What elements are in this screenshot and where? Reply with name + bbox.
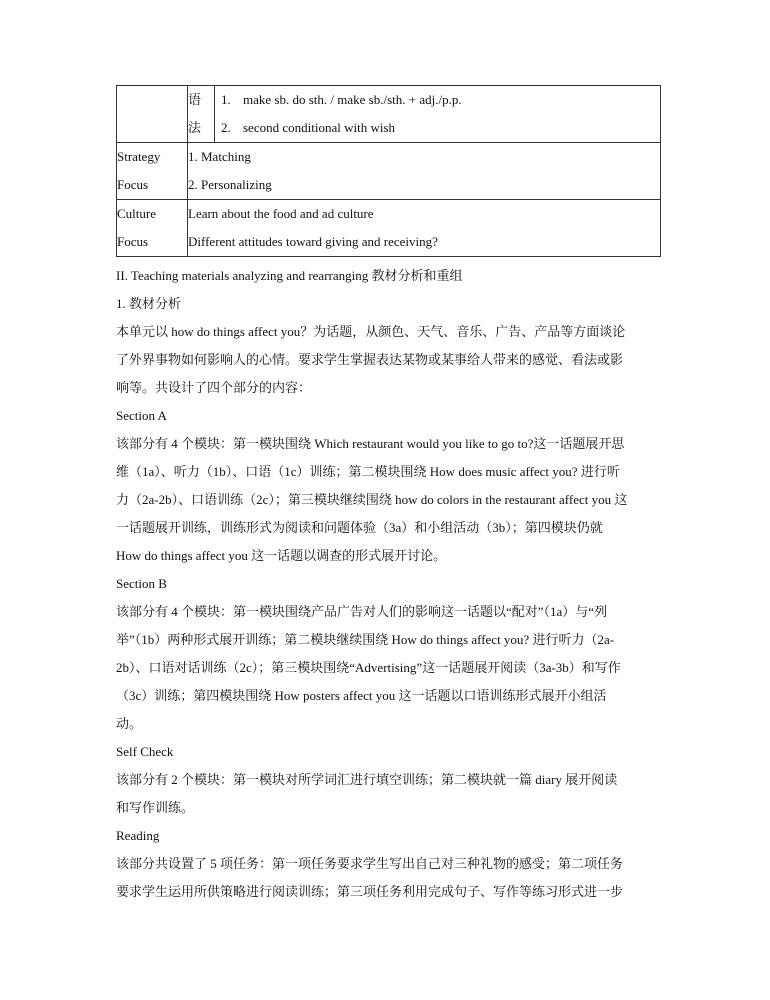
paragraph-line: 该部分有 4 个模块：第一模块围绕产品广告对人们的影响这一话题以“配对”（1a）与“列 (116, 604, 608, 619)
paragraph-line: 维（1a）、听力（1b）、口语（1c）训练；第二模块围绕 How does music affect you? 进行听 (116, 464, 620, 479)
grammar-content-cell (215, 86, 661, 143)
grammar-row (117, 86, 661, 143)
paragraph-line: 和写作训练。 (116, 800, 195, 815)
paragraph-line: 本单元以 how do things affect you？为话题，从颜色、天气、音乐、广告、产品等方面谈论 (116, 324, 626, 339)
strategy-content-cell (188, 143, 661, 200)
strategy-item: 2. Personalizing (188, 177, 272, 192)
self-check-title: Self Check (116, 744, 174, 759)
paragraph-line: 动。 (116, 716, 143, 731)
paragraph-line: 了外界事物如何影响人的心情。要求学生掌握表达某物或某事给人带来的感觉、看法或影 (116, 352, 624, 367)
grammar-label-char: 语 (188, 92, 202, 107)
section-b-title: Section B (116, 576, 167, 591)
paragraph-line: 该部分有 2 个模块：第一模块对所学词汇进行填空训练；第二模块就一篇 diary 展开阅读 (116, 772, 618, 787)
grammar-item-number: 2. (221, 120, 231, 135)
reading-title: Reading (116, 828, 160, 843)
grammar-empty-cell (117, 86, 188, 143)
strategy-label: Focus (117, 177, 149, 192)
grammar-item-number: 1. (221, 92, 231, 107)
sub-heading: 1. 教材分析 (116, 296, 182, 311)
section-a-title: Section A (116, 408, 167, 423)
strategy-row (117, 143, 661, 200)
culture-item: Different attitudes toward giving and receiving? (188, 234, 438, 249)
document-body (116, 262, 661, 906)
paragraph-line: 响等。共设计了四个部分的内容： (116, 380, 312, 395)
paragraph-line: 一话题展开训练，训练形式为阅读和问题体验（3a）和小组活动（3b）；第四模块仍就 (116, 520, 603, 535)
paragraph-line: （3c）训练；第四模块围绕 How posters affect you 这一话题以口语训练形式展开小组活 (116, 688, 607, 703)
grammar-item-text: second conditional with wish (243, 120, 396, 135)
culture-row (117, 200, 661, 257)
culture-label: Culture (117, 206, 156, 221)
strategy-item: 1. Matching (188, 149, 251, 164)
strategy-label-cell (117, 143, 188, 200)
grammar-item (221, 114, 652, 142)
paragraph-line: How do things affect you 这一话题以调查的形式展开讨论。 (116, 548, 447, 563)
paragraph-line: 该部分共设置了 5 项任务：第一项任务要求学生写出自己对三种礼物的感受；第二项任务 (116, 856, 624, 871)
paragraph-line: 要求学生运用所供策略进行阅读训练；第三项任务利用完成句子、写作等练习形式进一步 (116, 884, 624, 899)
paragraph-line: 举”（1b）两种形式展开训练；第二模块继续围绕 How do things affect you? 进行听力（2a- (116, 632, 615, 647)
strategy-label: Strategy (117, 149, 161, 164)
paragraph-line: 该部分有 4 个模块：第一模块围绕 Which restaurant would you like to go to?这一话题展开思 (116, 436, 625, 451)
info-table (116, 85, 661, 257)
paragraph-line: 力（2a-2b）、口语训练（2c）；第三模块继续围绕 how do colors in the restaurant affect you 这 (116, 492, 628, 507)
grammar-label-char: 法 (188, 120, 202, 135)
grammar-item (221, 86, 652, 114)
culture-label-cell (117, 200, 188, 257)
grammar-label-cell (188, 86, 215, 143)
culture-item: Learn about the food and ad culture (188, 206, 374, 221)
culture-label: Focus (117, 234, 149, 249)
grammar-item-text: make sb. do sth. / make sb./sth. + adj./p.p. (243, 92, 462, 107)
paragraph-line: 2b）、口语对话训练（2c）；第三模块围绕“Advertising”这一话题展开阅读（3a-3b）和写作 (116, 660, 621, 675)
culture-content-cell (188, 200, 661, 257)
section-heading: II. Teaching materials analyzing and rearranging 教材分析和重组 (116, 268, 463, 283)
